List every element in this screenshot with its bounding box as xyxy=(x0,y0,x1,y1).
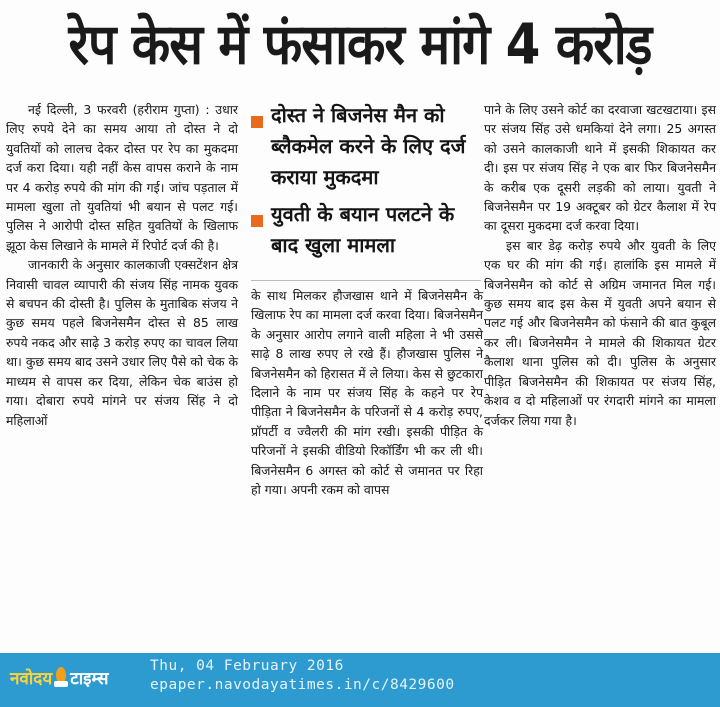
article-column-2 xyxy=(251,286,483,499)
highlight-text: युवती के बयान पलटने के बाद खुला मामला xyxy=(271,202,455,257)
flame-icon xyxy=(54,667,68,689)
logo-text-part2: टाइम्स xyxy=(70,669,109,689)
highlights-box xyxy=(251,100,479,267)
article-column-3 xyxy=(484,100,716,430)
highlight-item xyxy=(251,199,479,261)
paragraph: जानकारी के अनुसार कालकाजी एक्सटेंशन क्षेत्र निवासी चावल व्यापारी की संजय सिंह नामक युवक से बचपन की दोस्ती है। पुलिस के मुताबिक संजय ने कुछ समय पहले बिजनेसमैन दोस्त से 85 लाख रुपये नकद और साढ़े 3 करोड़ रुपए का चावल लिया था। कुछ समय बाद उसने उधार लिए पैसे को चेक के माध्यम से वापस कर दिया, लेकिन चेक बाउंस हो गया। दोबारा रुपये मांगने पर संजय सिंह ने दो महिलाओं xyxy=(6,257,238,428)
headline: रेप केस में फंसाकर मांगे 4 करोड़ xyxy=(68,11,652,77)
highlight-text: दोस्त ने बिजनेस मैन को ब्लैकमेल करने के लिए दर्ज कराया मुकदमा xyxy=(271,103,466,189)
headline-area xyxy=(0,0,720,84)
article-column-1 xyxy=(6,100,238,430)
paragraph: पाने के लिए उसने कोर्ट का दरवाजा खटखटाया। इस पर संजय सिंह उसे धमकियां देने लगा। 25 अगस्त को उसने कालकाजी थाने में इसकी शिकायत कर दी। इस पर संजय सिंह ने एक बार फिर बिजनेसमैन के करीब एक दूसरी लड़की को लाया। युवती ने बिजनेसमैन पर 19 अक्टूबर को ग्रेटर कैलाश में रेप का दूसरा मुकदमा दर्ज करवा दिया। xyxy=(484,102,716,234)
divider xyxy=(251,280,481,281)
epaper-url[interactable]: epaper.navodayatimes.in/c/8429600 xyxy=(150,677,455,693)
highlight-item xyxy=(251,100,479,193)
newspaper-logo xyxy=(10,666,109,689)
logo-text-part1: नवोदय xyxy=(10,669,53,689)
square-bullet-icon xyxy=(251,215,263,227)
paragraph: के साथ मिलकर हौजखास थाने में बिजनेसमैन के खिलाफ रेप का मामला दर्ज करवा दिया। बिजनेसमैन के अनुसार आरोप लगाने वाली महिला ने भी उससे साढ़े 8 लाख रुपए ले रखे हैं। हौजखास पुलिस ने बिजनेसमैन को हिरासत में ले लिया। केस से छुटकारा दिलाने के नाम पर संजय सिंह के कहने पर रेप पीड़िता ने बिजनेसमैन के परिजनों से 4 करोड़ रुपए, प्रॉपर्टी व ज्वैलरी की मांग रखी। इसकी पीड़ित के परिजनों ने इसकी वीडियो रिकॉर्डिंग भी कर ली थी। बिजनेसमैन 6 अगस्त को कोर्ट से जमानत पर रिहा हो गया। अपनी रकम को वापस xyxy=(251,288,483,498)
paragraph: नई दिल्ली, 3 फरवरी (हरीराम गुप्ता) : उधार लिए रुपये देने का समय आया तो दोस्त ने दो युवतियों को लालच देकर दोस्त पर रेप का मुकदमा दर्ज करा दिया। यही नहीं केस वापस कराने के नाम पर 4 करोड़ रुपये की मांग की गई। जांच पड़ताल में मामला खुला तो युवतियां भी बयान से पलट गई। पुलिस ने आरोपी दोस्त सहित युवतियों के खिलाफ झूठा केस लिखाने के मामले में रिपोर्ट दर्ज की है। xyxy=(6,102,238,253)
footer-info xyxy=(150,657,455,695)
paragraph: इस बार डेढ़ करोड़ रुपये और युवती के लिए एक घर की मांग की गई। हालांकि इस मामले में बिजनेसमैन को कोर्ट से अग्रिम जमानत मिल गई। कुछ समय बाद इस केस में युवती अपने बयान से पलट गई और बिजनेसमैन को फंसाने की बात कुबूल कर ली। बिजनेसमैन ने मामले की शिकायत ग्रेटर कैलाश थाना पुलिस को दी। पुलिस के अनुसार पीड़ित बिजनेसमैन की शिकायत पर संजय सिंह, केशव व दो महिलाओं पर रंगदारी मांगने का मामला दर्जकर लिया गया है। xyxy=(484,237,716,428)
square-bullet-icon xyxy=(251,116,263,128)
edition-date: Thu, 04 February 2016 xyxy=(150,658,344,674)
